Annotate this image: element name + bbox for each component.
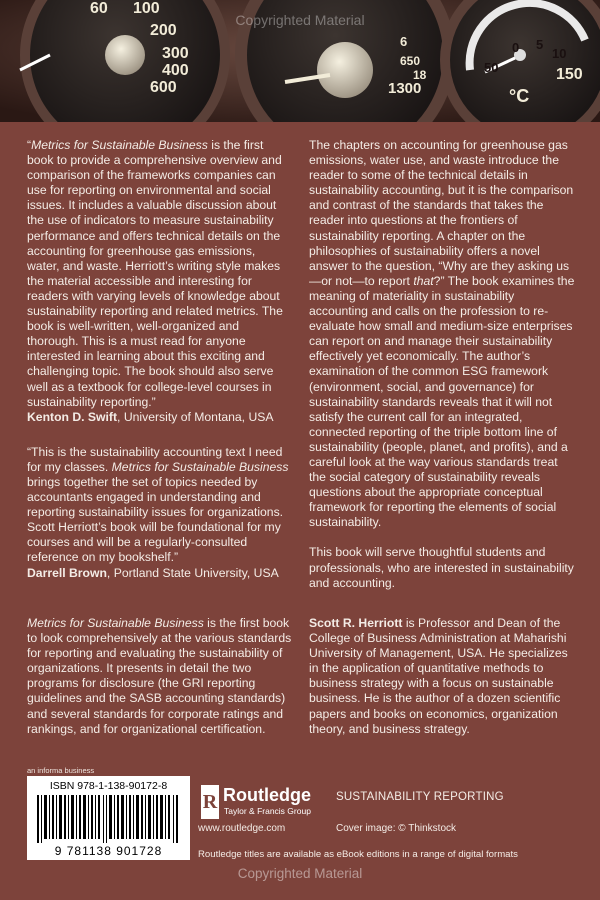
gauge3-label-150: 150 <box>556 66 583 83</box>
watermark-top: Copyrighted Material <box>235 12 365 28</box>
barcode-bars <box>37 795 180 843</box>
routledge-r-letter: R <box>202 791 218 813</box>
endorsement-1-text: is the first book to provide a comprehensive overview and comparison of the frameworks companies can use for reporting on environmental and social issues. It includes a valuable discussion about the use of indicators to measure sustainability performance and offers technical details on the accounting for greenhouse gas emissions, water, and waste. Herriott’s writing style makes the material accessible and interesting for readers with varying levels of knowledge about sustainability reporting and related metrics. The book is well-written, well-organized and thorough. This is a must read for anyone interested in learning about this exciting and challenging topic. The book should also serve well as a textbook for college-level courses in sustainability reporting.” <box>27 138 283 409</box>
endorsement-1-attribution <box>27 410 289 425</box>
endorser-affiliation: , University of Montana, USA <box>117 409 274 424</box>
endorser-name: Darrell Brown <box>27 565 107 580</box>
gauge3-label-50: 50 <box>484 60 499 75</box>
book-title: Metrics for Sustainable Business <box>31 138 208 152</box>
informa-tagline: an informa business <box>27 766 95 775</box>
endorser-affiliation: , Portland State University, USA <box>106 565 279 580</box>
description-text-a: The chapters on accounting for greenhouse gas emissions, water use, and waste introduce the reader to some of the technical details in sustainability accounting, but it is the comparison and contrast of the standards that takes the reader into questions at the frontiers of sustainability reporting. A chapter on the philosophies of sustainability offers a novel answer to the question, “Why are they asking us—or not—to report <box>309 138 574 288</box>
book-blurb <box>27 616 297 737</box>
endorsement-2-attribution <box>27 566 289 581</box>
gauge1-label-600: 600 <box>150 79 177 96</box>
publisher-name: Routledge <box>223 785 311 805</box>
routledge-r-icon <box>201 785 219 819</box>
endorsement-2-text-a: “This is the sustainability accounting text I need for my classes. <box>27 444 283 474</box>
barcode-digits: 9 781138 901728 <box>54 844 163 858</box>
gauge2-label-18: 18 <box>413 68 427 82</box>
endorsement-2-text-b: brings together the set of topics needed by accountants engaged in understanding and reporting sustainability issues for organizations. Scott Herriott’s book will be foundational for my courses and will be a regularly-consulted reference on my bookshelf.” <box>27 474 284 565</box>
gauge1-label-200: 200 <box>150 22 177 39</box>
publisher-url[interactable]: www.routledge.com <box>198 823 286 834</box>
isbn-text: ISBN 978-1-138-90172-8 <box>49 780 168 792</box>
gauge1-label-400: 400 <box>162 62 189 79</box>
watermark-bottom: Copyrighted Material <box>237 866 363 881</box>
gauge1-label-300: 300 <box>162 45 189 62</box>
endorser-name: Kenton D. Swift <box>27 409 118 424</box>
gauge3-label-10: 10 <box>552 46 567 61</box>
gauge2-label-650: 650 <box>400 54 421 68</box>
bio-text: is Professor and Dean of the College of Business Administration at Maharishi University of Management, USA. He specializes in the application of quantitative methods to business strategy with a focus on sustainable business. He is the author of a dozen scientific papers and books on economics, organization theory, and business strategy. <box>309 616 568 736</box>
cover-image-credit: Cover image: © Thinkstock <box>336 823 457 834</box>
author-bio <box>309 616 575 737</box>
description-column <box>309 138 575 591</box>
ebook-note: Routledge titles are available as eBook editions in a range of digital formats <box>198 849 518 860</box>
gauge3-label-0: 0 <box>512 40 520 55</box>
description-paragraph-2: This book will serve thoughtful students and professionals, who are interested in sustainability and accounting. <box>309 545 574 590</box>
open-quote: “ <box>27 138 32 152</box>
description-italic: that <box>413 273 434 288</box>
description-text-b: ?” The book examines the meaning of materiality in sustainability accounting and calls on the profession to re-evaluate how small and medium-size enterprises can report on and manage their sustainability effectively yet economically. The author’s examination of the common ESG framework (environment, social, and governance) for sustainability standards reveals that it will not satisfy the current call for an integrated, connected reporting of the triple bottom line of sustainability (people, planet, and profits), and a careful look at the way various standards treat the social category of sustainability reveals questions about the appropriate conceptual framework for reporting the elements of social sustainability. <box>309 273 575 530</box>
isbn-barcode <box>27 776 190 860</box>
gauge1-label-100: 100 <box>133 0 160 17</box>
endorsements-column <box>27 138 289 581</box>
author-name: Scott R. Herriott <box>309 616 403 630</box>
book-title: Metrics for Sustainable Business <box>27 616 204 630</box>
description-paragraph-1 <box>309 138 575 530</box>
endorsement-2 <box>27 445 289 566</box>
gauge3-label-5: 5 <box>536 37 544 52</box>
subject-category: SUSTAINABILITY REPORTING <box>336 791 504 803</box>
gauge1-label-60: 60 <box>90 0 108 17</box>
gauge2-label-1300: 1300 <box>388 80 422 97</box>
blurb-text: is the first book to look comprehensively at the various standards for reporting and evaluating the sustainability of organizations. It presents in detail the two programs for disclosure (the GRI reporting guidelines and the SASB accounting standards) and several standards for corporate ratings and rankings, and for organizational certification. <box>27 616 292 736</box>
book-title: Metrics for Sustainable Business <box>111 459 289 474</box>
gauges-photo <box>0 0 600 122</box>
publisher-subtitle: Taylor & Francis Group <box>224 806 311 816</box>
gauge3-unit: °C <box>509 86 530 106</box>
gauge2-label-6: 6 <box>400 34 408 49</box>
endorsement-1 <box>27 138 289 410</box>
